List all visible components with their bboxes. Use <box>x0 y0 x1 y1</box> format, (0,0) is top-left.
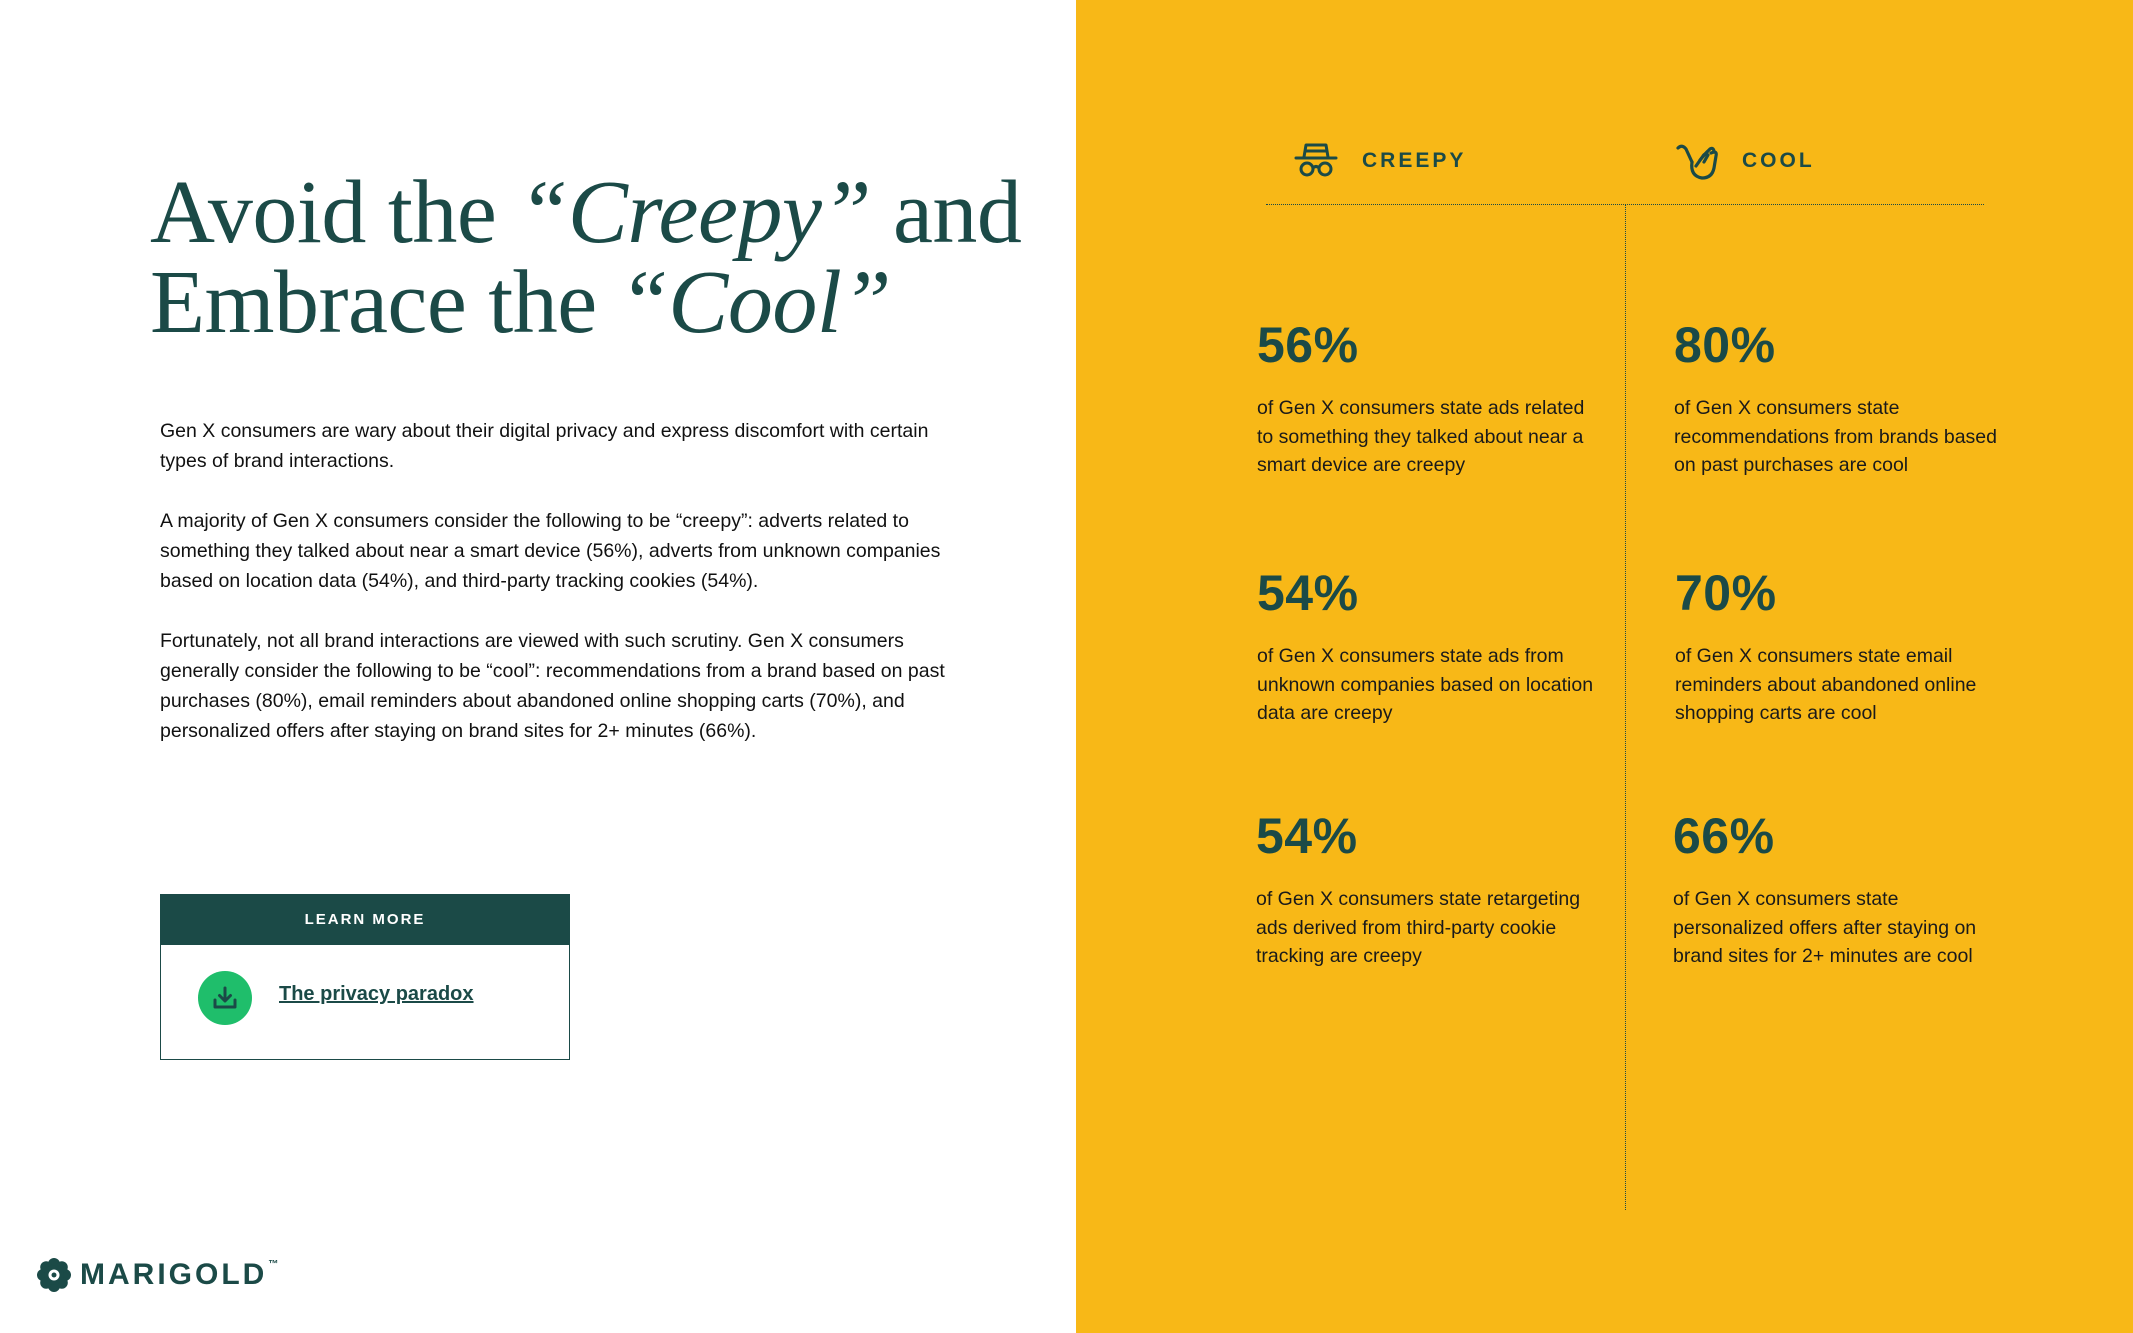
headline-text: Embrace the <box>150 253 619 352</box>
stats-panel <box>1076 0 2133 1333</box>
spy-incognito-icon <box>1292 141 1340 181</box>
intro-text <box>160 416 950 776</box>
stat-percent: 80% <box>1674 317 1776 373</box>
stat-description: of Gen X consumers state ads related to something they talked about near a smart device are creepy <box>1257 397 1585 476</box>
stat-description: of Gen X consumers state retargeting ads derived from third-party cookie tracking are creepy <box>1256 888 1581 967</box>
headline-cool-emphasis: “Cool” <box>618 253 891 352</box>
page-title <box>150 163 1050 352</box>
headline-text: Avoid the <box>150 163 519 262</box>
column-divider <box>1625 204 1626 1210</box>
logo-wordmark: MARIGOLD <box>80 1258 268 1291</box>
learn-more-header: LEARN MORE <box>161 895 569 945</box>
learn-more-card <box>160 894 570 1060</box>
cool-label: COOL <box>1742 149 1815 172</box>
stat-percent: 56% <box>1257 317 1359 373</box>
learn-more-body <box>161 945 569 1059</box>
creepy-stat-1 <box>1257 316 1597 480</box>
stat-description: of Gen X consumers state recommendations from brands based on past purchases are cool <box>1674 397 1997 476</box>
creepy-column-header <box>1292 138 1466 184</box>
creepy-stat-3 <box>1256 807 1596 971</box>
headline-text: and <box>870 163 1022 262</box>
creepy-label: CREEPY <box>1362 149 1467 172</box>
stat-percent: 54% <box>1257 565 1359 621</box>
creepy-stat-2 <box>1257 564 1597 728</box>
intro-paragraph: A majority of Gen X consumers consider the following to be “creepy”: adverts related to something they talked about near a smart device (56%), adverts from unknown companies based on location data (54%), and third-party tracking cookies (54%). <box>160 510 941 592</box>
stat-percent: 70% <box>1675 565 1777 621</box>
headline-line-1 <box>150 163 1050 262</box>
download-icon[interactable] <box>198 971 252 1025</box>
cool-stat-3 <box>1673 807 2013 971</box>
stat-percent: 54% <box>1256 808 1358 864</box>
stat-percent: 66% <box>1673 808 1775 864</box>
cool-column-header <box>1674 138 1815 184</box>
headline-creepy-emphasis: “Creepy” <box>518 163 871 262</box>
intro-paragraph: Gen X consumers are wary about their digital privacy and express discomfort with certain types of brand interactions. <box>160 420 929 472</box>
privacy-paradox-link[interactable]: The privacy paradox <box>279 983 474 1005</box>
logo-trademark: ™ <box>268 1259 279 1270</box>
marigold-logo <box>36 1255 278 1295</box>
stat-description: of Gen X consumers state email reminders about abandoned online shopping carts are cool <box>1675 645 1977 724</box>
stat-description: of Gen X consumers state personalized offers after staying on brand sites for 2+ minutes are cool <box>1673 888 1977 967</box>
marigold-flower-icon <box>36 1257 72 1293</box>
cool-stat-1 <box>1674 316 2014 480</box>
stat-description: of Gen X consumers state ads from unknown companies based on location data are creepy <box>1257 645 1594 724</box>
headline-line-2 <box>150 253 1050 352</box>
intro-paragraph: Fortunately, not all brand interactions are viewed with such scrutiny. Gen X consumers generally consider the following to be “cool”: recommendations from a brand based on past purchases (80%), email reminders about abandoned online shopping carts (70%), and personalized offers after staying on brand sites for 2+ minutes (66%). <box>160 630 945 742</box>
cool-stat-2 <box>1675 564 2015 728</box>
shaka-hand-icon <box>1674 140 1720 182</box>
